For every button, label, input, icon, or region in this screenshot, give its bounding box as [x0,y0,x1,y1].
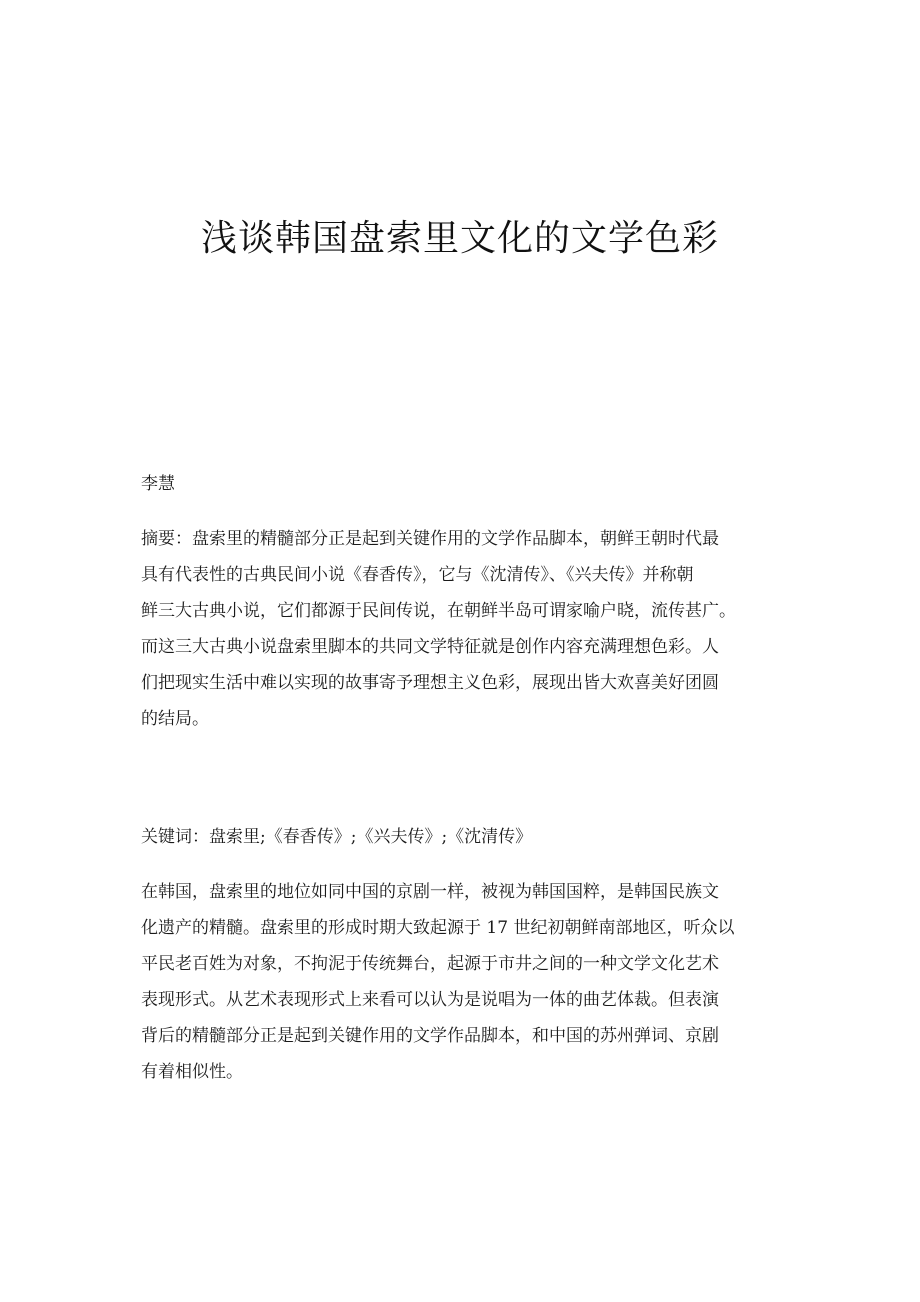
keywords-line: 关键词：盘索里;《春香传》;《兴夫传》;《沈清传》 [141,827,533,847]
abstract-line: 摘要：盘索里的精髓部分正是起到关键作用的文学作品脚本，朝鲜王朝时代最 [141,529,719,549]
paragraph-line: 平民老百姓为对象，不拘泥于传统舞台，起源于市井之间的一种文学文化艺术 [141,954,719,974]
paragraph-line: 有着相似性。 [141,1062,243,1082]
author-name [141,466,791,502]
paragraph-line: 背后的精髓部分正是起到关键作用的文学作品脚本，和中国的苏州弹词、京剧 [141,1026,719,1046]
author-line: 李慧 [141,474,175,494]
paragraph-line: 化遗产的精髓。盘索里的形成时期大致起源于 17 世纪初朝鲜南部地区，听众以 [141,918,735,938]
paragraph-line: 表现形式。从艺术表现形式上来看可以认为是说唱为一体的曲艺体裁。但表演 [141,990,719,1010]
body-paragraph [141,874,791,1090]
abstract-line: 鲜三大古典小说，它们都源于民间传说，在朝鲜半岛可谓家喻户晓，流传甚广。 [141,601,736,621]
abstract-line: 而这三大古典小说盘索里脚本的共同文学特征就是创作内容充满理想色彩。人 [141,637,719,657]
abstract-line: 的结局。 [141,709,209,729]
abstract-section [141,521,791,737]
paragraph-line: 在韩国，盘索里的地位如同中国的京剧一样，被视为韩国国粹，是韩国民族文 [141,882,719,902]
abstract-line: 们把现实生活中难以实现的故事寄予理想主义色彩，展现出皆大欢喜美好团圆 [141,673,719,693]
abstract-line: 具有代表性的古典民间小说《春香传》，它与《沈清传》、《兴夫传》并称朝 [141,565,694,585]
document-title: 浅谈韩国盘索里文化的文学色彩 [200,218,719,259]
keywords-section [141,819,791,855]
